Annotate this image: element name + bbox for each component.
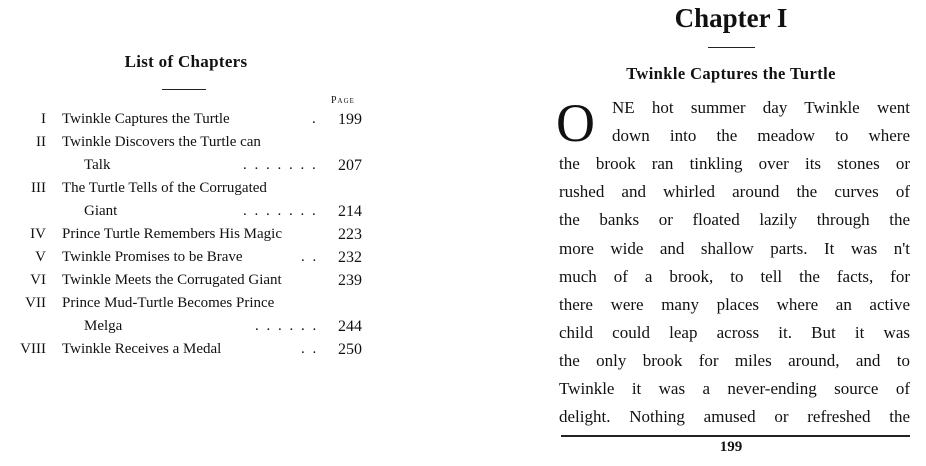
page-number: 199: [719, 439, 743, 455]
chapter-heading: Chapter I: [674, 3, 788, 33]
chapter-title: Giant: [84, 203, 118, 219]
chapter-entry-line: [0, 223, 463, 246]
chapter-title: Prince Turtle Remembers His Magic: [62, 226, 282, 242]
chapter-title: Twinkle Captures the Turtle: [62, 111, 230, 127]
chapter-page-number: 223: [338, 226, 362, 243]
chapter-page-number: 214: [338, 203, 362, 220]
chapter-title: Twinkle Meets the Corrugated Giant: [62, 272, 282, 288]
chapter-entry-line: [0, 131, 463, 154]
chapter-entry-line: [0, 154, 463, 177]
chapter-rule: [708, 47, 755, 48]
chapter-entry-line: [0, 177, 463, 200]
chapter-page-number: 207: [338, 157, 362, 174]
body-text-line: the banks or floated lazily through the: [559, 210, 910, 230]
chapter-page-number: 244: [338, 318, 362, 335]
chapter-entry-line: [0, 269, 463, 292]
chapter-title: Melga: [84, 318, 123, 334]
leader-dots: . .: [301, 249, 319, 265]
chapter-entry: [0, 108, 463, 131]
body-text-line: the brook ran tinkling over its stones or: [559, 154, 910, 174]
body-text-line: much of a brook, to tell the facts, for: [559, 266, 910, 286]
chapter-number: I: [41, 111, 46, 127]
chapter-number: VIII: [20, 341, 46, 357]
chapter-entry: [0, 131, 463, 177]
leader-dots: . . . . . .: [255, 318, 319, 334]
chapter-entry-line: [0, 338, 463, 361]
chapter-entry: [0, 223, 463, 246]
chapter-page-number: 239: [338, 272, 362, 289]
chapter-entry: [0, 177, 463, 223]
chapter-entry: [0, 292, 463, 338]
chapter-entry: [0, 269, 463, 292]
chapter-subtitle: Twinkle Captures the Turtle: [626, 64, 836, 83]
body-text-line: down into the meadow to where: [612, 126, 910, 146]
chapter-number: VII: [25, 295, 46, 311]
chapter-entry-line: [0, 315, 463, 338]
chapter-page-number: 199: [338, 111, 362, 128]
body-text-line: the only brook for miles around, and to: [559, 350, 910, 370]
chapter-entry-line: [0, 292, 463, 315]
title-rule: [162, 89, 206, 90]
right-page: [463, 0, 926, 466]
body-text-line: more wide and shallow parts. It was n't: [559, 238, 910, 258]
chapter-page-number: 250: [338, 341, 362, 358]
leader-dots: . . . . . . .: [243, 157, 318, 173]
chapter-title: Prince Mud-Turtle Becomes Prince: [62, 295, 275, 311]
body-text-line: delight. Nothing amused or refreshed the: [559, 407, 910, 427]
chapter-title: Talk: [84, 157, 111, 173]
chapter-number: II: [36, 134, 46, 150]
drop-cap: O: [556, 93, 595, 153]
chapter-page-number: 232: [338, 249, 362, 266]
page-column-header: Page: [331, 95, 355, 106]
chapter-number: VI: [30, 272, 46, 288]
chapter-entry: [0, 246, 463, 269]
body-text-line: child could leap across it. But it was: [559, 322, 910, 342]
chapter-number: IV: [30, 226, 46, 242]
chapter-entry-line: [0, 246, 463, 269]
body-text-line: NE hot summer day Twinkle went: [612, 98, 910, 117]
chapter-number: III: [31, 180, 46, 196]
leader-dots: . . . . . . .: [243, 203, 318, 219]
chapter-title: Twinkle Promises to be Brave: [62, 249, 243, 265]
chapter-title: The Turtle Tells of the Corrugated: [62, 180, 267, 196]
body-text-line: Twinkle it was a never-ending source of: [559, 379, 910, 398]
body-text-line: there were many places where an active: [559, 294, 910, 314]
chapter-entry-line: [0, 200, 463, 223]
chapter-number: V: [35, 249, 46, 265]
chapter-entry-line: [0, 108, 463, 131]
leader-dots: .: [312, 111, 318, 127]
chapter-title: Twinkle Discovers the Turtle can: [62, 134, 261, 150]
chapter-entry: [0, 338, 463, 361]
leader-dots: . .: [301, 341, 319, 357]
chapter-title: Twinkle Receives a Medal: [62, 341, 222, 357]
body-text-line: rushed and whirled around the curves of: [559, 182, 910, 202]
footer-rule: [561, 435, 910, 437]
chapter-list: [0, 108, 463, 361]
list-title: List of Chapters: [124, 52, 248, 71]
